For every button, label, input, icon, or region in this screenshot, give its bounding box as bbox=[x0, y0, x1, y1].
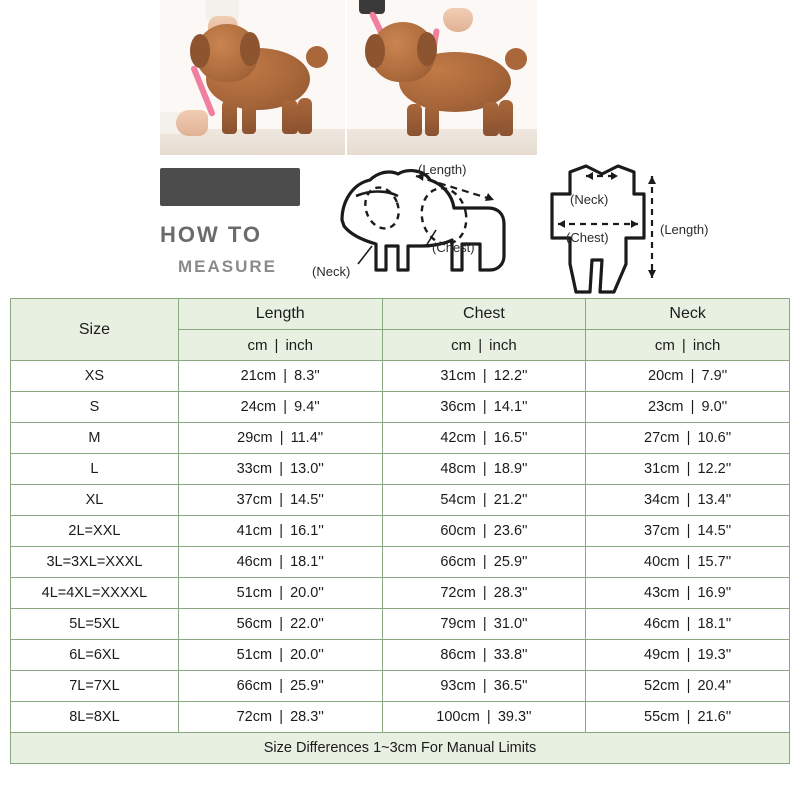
value-cm: 49cm bbox=[644, 647, 680, 663]
value-cm: 37cm bbox=[236, 492, 273, 508]
table-row bbox=[11, 671, 790, 702]
cell-length bbox=[178, 609, 382, 640]
value-separator: | bbox=[486, 709, 491, 725]
value-inch: 21.2'' bbox=[493, 492, 528, 508]
value-cm: 46cm bbox=[236, 554, 273, 570]
unit-cm: cm bbox=[654, 336, 675, 354]
cell-length bbox=[178, 702, 382, 733]
cell-length bbox=[178, 423, 382, 454]
cell-neck bbox=[586, 485, 790, 516]
hand-lower bbox=[176, 110, 208, 136]
cell-length bbox=[178, 361, 382, 392]
value-inch: 12.2'' bbox=[697, 461, 732, 477]
value-inch: 25.9'' bbox=[290, 678, 324, 694]
size-note: Size Differences 1~3cm For Manual Limits bbox=[11, 733, 790, 764]
cell-size bbox=[11, 361, 179, 392]
dog-ear-left bbox=[190, 34, 210, 68]
header-length-units bbox=[178, 330, 382, 361]
value-separator: | bbox=[686, 585, 691, 601]
cell-chest bbox=[382, 578, 586, 609]
value-inch: 14.5'' bbox=[697, 523, 732, 539]
value-inch: 20.0'' bbox=[290, 647, 324, 663]
dog-rear-leg bbox=[282, 100, 298, 134]
value-inch: 14.5'' bbox=[290, 492, 324, 508]
value-cm: 72cm bbox=[440, 585, 476, 601]
cell-neck bbox=[586, 423, 790, 454]
size-table bbox=[10, 298, 790, 764]
value-inch: 8.3'' bbox=[294, 368, 320, 384]
value-separator: | bbox=[686, 647, 691, 663]
value-inch: 20.0'' bbox=[290, 585, 324, 601]
header-neck: Neck bbox=[586, 299, 790, 330]
front-chest-label: (Chest) bbox=[566, 230, 609, 245]
unit-separator: | bbox=[478, 336, 483, 354]
value-separator: | bbox=[279, 461, 283, 477]
value-separator: | bbox=[482, 399, 487, 415]
header-size: Size bbox=[11, 299, 179, 361]
value-inch: 33.8'' bbox=[493, 647, 528, 663]
unit-cm: cm bbox=[247, 336, 268, 354]
cell-neck bbox=[586, 640, 790, 671]
unit-inch: inch bbox=[285, 336, 313, 354]
title-bar-decoration bbox=[160, 168, 300, 206]
cell-neck bbox=[586, 516, 790, 547]
value-cm: 33cm bbox=[236, 461, 273, 477]
cell-neck bbox=[586, 547, 790, 578]
value-separator: | bbox=[279, 678, 283, 694]
size-label: 4L=4XL=XXXXL bbox=[41, 585, 148, 601]
value-inch: 9.4'' bbox=[294, 399, 320, 415]
value-cm: 86cm bbox=[440, 647, 476, 663]
cell-length bbox=[178, 516, 382, 547]
table-row bbox=[11, 454, 790, 485]
size-label: XS bbox=[84, 368, 105, 384]
value-inch: 23.6'' bbox=[493, 523, 528, 539]
value-inch: 10.6'' bbox=[697, 430, 732, 446]
value-inch: 18.1'' bbox=[290, 554, 324, 570]
dog-front-leg bbox=[222, 100, 237, 134]
value-inch: 16.5'' bbox=[493, 430, 528, 446]
cell-size bbox=[11, 609, 179, 640]
unit-inch: inch bbox=[692, 336, 721, 354]
how-to-measure-line2: MEASURE bbox=[178, 257, 278, 276]
value-separator: | bbox=[482, 523, 487, 539]
value-cm: 31cm bbox=[644, 461, 680, 477]
cell-chest bbox=[382, 454, 586, 485]
footer-row bbox=[11, 733, 790, 764]
unit-separator: | bbox=[274, 336, 279, 354]
value-inch: 16.9'' bbox=[697, 585, 732, 601]
value-cm: 23cm bbox=[648, 399, 684, 415]
dog-rear-leg bbox=[483, 102, 499, 136]
value-cm: 36cm bbox=[440, 399, 476, 415]
value-cm: 54cm bbox=[440, 492, 476, 508]
unit-cm: cm bbox=[451, 336, 472, 354]
front-length-label: (Length) bbox=[660, 222, 709, 237]
value-inch: 13.0'' bbox=[290, 461, 324, 477]
value-inch: 12.2'' bbox=[493, 368, 528, 384]
header-neck-units bbox=[586, 330, 790, 361]
value-inch: 19.3'' bbox=[697, 647, 732, 663]
value-separator: | bbox=[279, 430, 284, 446]
dog-ear-left bbox=[365, 34, 385, 68]
value-separator: | bbox=[690, 399, 695, 415]
value-separator: | bbox=[686, 554, 691, 570]
value-inch: 11.4'' bbox=[290, 430, 324, 446]
size-table-wrapper bbox=[10, 298, 790, 764]
size-table-body bbox=[11, 361, 790, 733]
value-separator: | bbox=[690, 368, 695, 384]
table-row bbox=[11, 640, 790, 671]
value-inch: 18.1'' bbox=[697, 616, 732, 632]
value-inch: 18.9'' bbox=[493, 461, 528, 477]
value-separator: | bbox=[482, 647, 487, 663]
cell-length bbox=[178, 392, 382, 423]
size-label: 5L=5XL bbox=[69, 616, 120, 632]
cell-length bbox=[178, 454, 382, 485]
value-separator: | bbox=[279, 709, 283, 725]
table-row bbox=[11, 516, 790, 547]
value-cm: 66cm bbox=[440, 554, 476, 570]
dog-clothing-flat-measure-diagram bbox=[540, 160, 795, 295]
value-separator: | bbox=[686, 492, 691, 508]
cell-chest bbox=[382, 485, 586, 516]
dog-rear-leg-2 bbox=[298, 98, 312, 134]
dog-tail bbox=[505, 48, 527, 70]
front-neck-label: (Neck) bbox=[570, 192, 609, 207]
table-row bbox=[11, 547, 790, 578]
cell-length bbox=[178, 640, 382, 671]
size-label: 6L=6XL bbox=[69, 647, 120, 663]
value-cm: 34cm bbox=[644, 492, 680, 508]
size-label: M bbox=[88, 430, 101, 446]
table-row bbox=[11, 578, 790, 609]
cell-size bbox=[11, 547, 179, 578]
value-separator: | bbox=[686, 523, 691, 539]
table-row bbox=[11, 361, 790, 392]
cell-size bbox=[11, 485, 179, 516]
value-separator: | bbox=[482, 585, 487, 601]
value-separator: | bbox=[482, 678, 487, 694]
value-inch: 39.3'' bbox=[497, 709, 532, 725]
cell-size bbox=[11, 516, 179, 547]
value-inch: 28.3'' bbox=[290, 709, 324, 725]
size-label: S bbox=[89, 399, 100, 415]
dog-tail bbox=[306, 46, 328, 68]
dog-rear-leg-2 bbox=[499, 100, 513, 136]
value-cm: 55cm bbox=[644, 709, 680, 725]
value-cm: 31cm bbox=[440, 368, 476, 384]
value-inch: 7.9'' bbox=[701, 368, 728, 384]
value-cm: 72cm bbox=[236, 709, 273, 725]
value-inch: 25.9'' bbox=[493, 554, 528, 570]
size-label: 8L=8XL bbox=[69, 709, 120, 725]
value-separator: | bbox=[279, 492, 283, 508]
value-cm: 24cm bbox=[240, 399, 277, 415]
product-photo-band bbox=[0, 0, 800, 155]
cell-length bbox=[178, 671, 382, 702]
cell-chest bbox=[382, 671, 586, 702]
table-row bbox=[11, 702, 790, 733]
value-cm: 46cm bbox=[644, 616, 680, 632]
cell-chest bbox=[382, 609, 586, 640]
cell-chest bbox=[382, 547, 586, 578]
header-chest: Chest bbox=[382, 299, 586, 330]
value-separator: | bbox=[686, 678, 691, 694]
table-row bbox=[11, 485, 790, 516]
value-cm: 56cm bbox=[236, 616, 273, 632]
value-cm: 20cm bbox=[648, 368, 684, 384]
side-length-label: (Length) bbox=[418, 162, 467, 177]
value-separator: | bbox=[279, 616, 283, 632]
cell-size bbox=[11, 454, 179, 485]
header-chest-units bbox=[382, 330, 586, 361]
cell-size bbox=[11, 578, 179, 609]
dog-front-leg-2 bbox=[242, 102, 256, 134]
value-separator: | bbox=[686, 709, 691, 725]
value-inch: 21.6'' bbox=[697, 709, 732, 725]
cell-size bbox=[11, 640, 179, 671]
dog-front-leg-2 bbox=[425, 104, 439, 136]
value-inch: 14.1'' bbox=[493, 399, 528, 415]
value-separator: | bbox=[482, 492, 487, 508]
value-cm: 93cm bbox=[440, 678, 476, 694]
value-cm: 79cm bbox=[440, 616, 476, 632]
cell-chest bbox=[382, 392, 586, 423]
photo-brown-poodle-walking-on-pink-leash bbox=[160, 0, 345, 155]
side-chest-label: (Chest) bbox=[432, 240, 475, 255]
value-inch: 36.5'' bbox=[493, 678, 528, 694]
size-label: L bbox=[90, 461, 99, 477]
value-cm: 66cm bbox=[236, 678, 273, 694]
cell-neck bbox=[586, 392, 790, 423]
table-row bbox=[11, 423, 790, 454]
value-inch: 22.0'' bbox=[290, 616, 324, 632]
hand-upper bbox=[443, 8, 473, 32]
value-cm: 41cm bbox=[236, 523, 273, 539]
value-cm: 48cm bbox=[440, 461, 476, 477]
cell-length bbox=[178, 547, 382, 578]
value-cm: 21cm bbox=[240, 368, 277, 384]
cell-size bbox=[11, 671, 179, 702]
value-cm: 29cm bbox=[237, 430, 273, 446]
value-inch: 15.7'' bbox=[697, 554, 732, 570]
cell-size bbox=[11, 423, 179, 454]
value-separator: | bbox=[482, 430, 487, 446]
value-cm: 42cm bbox=[440, 430, 476, 446]
cell-chest bbox=[382, 423, 586, 454]
value-cm: 60cm bbox=[440, 523, 476, 539]
cell-neck bbox=[586, 702, 790, 733]
value-cm: 52cm bbox=[644, 678, 680, 694]
cell-size bbox=[11, 702, 179, 733]
value-cm: 40cm bbox=[644, 554, 680, 570]
value-separator: | bbox=[686, 430, 691, 446]
value-separator: | bbox=[482, 461, 487, 477]
value-separator: | bbox=[482, 554, 487, 570]
value-cm: 37cm bbox=[644, 523, 680, 539]
value-inch: 13.4'' bbox=[697, 492, 732, 508]
header-length: Length bbox=[178, 299, 382, 330]
header-row-titles bbox=[11, 299, 790, 330]
value-separator: | bbox=[279, 523, 283, 539]
size-table-head bbox=[11, 299, 790, 361]
dog-side-view-measure-diagram bbox=[312, 160, 537, 295]
cell-size bbox=[11, 392, 179, 423]
unit-inch: inch bbox=[489, 336, 517, 354]
how-to-measure-line1: HOW TO bbox=[160, 222, 263, 247]
value-separator: | bbox=[279, 647, 283, 663]
value-separator: | bbox=[283, 399, 287, 415]
table-row bbox=[11, 392, 790, 423]
value-separator: | bbox=[482, 368, 487, 384]
value-separator: | bbox=[283, 368, 287, 384]
cell-length bbox=[178, 578, 382, 609]
dog-ear-right bbox=[417, 32, 437, 66]
value-inch: 28.3'' bbox=[493, 585, 528, 601]
cell-length bbox=[178, 485, 382, 516]
dog-ear-right bbox=[240, 32, 260, 66]
value-inch: 9.0'' bbox=[701, 399, 728, 415]
value-separator: | bbox=[279, 585, 283, 601]
cell-chest bbox=[382, 702, 586, 733]
value-cm: 100cm bbox=[436, 709, 480, 725]
value-separator: | bbox=[686, 461, 691, 477]
value-inch: 31.0'' bbox=[493, 616, 528, 632]
size-label: 7L=7XL bbox=[69, 678, 120, 694]
size-label: 2L=XXL bbox=[68, 523, 121, 539]
value-cm: 51cm bbox=[236, 647, 273, 663]
value-inch: 16.1'' bbox=[290, 523, 324, 539]
cell-chest bbox=[382, 361, 586, 392]
dog-front-leg bbox=[407, 104, 422, 136]
cell-chest bbox=[382, 516, 586, 547]
table-row bbox=[11, 609, 790, 640]
value-separator: | bbox=[279, 554, 283, 570]
photo-brown-poodle-standing-on-pink-leash bbox=[347, 0, 537, 155]
cell-neck bbox=[586, 671, 790, 702]
size-label: 3L=3XL=XXXL bbox=[46, 554, 143, 570]
side-neck-label: (Neck) bbox=[312, 264, 351, 279]
size-label: XL bbox=[85, 492, 104, 508]
value-cm: 51cm bbox=[236, 585, 273, 601]
value-separator: | bbox=[482, 616, 487, 632]
cell-neck bbox=[586, 609, 790, 640]
cell-neck bbox=[586, 454, 790, 485]
cell-chest bbox=[382, 640, 586, 671]
size-table-foot bbox=[11, 733, 790, 764]
cell-neck bbox=[586, 361, 790, 392]
value-cm: 27cm bbox=[644, 430, 680, 446]
unit-separator: | bbox=[681, 336, 686, 354]
cell-neck bbox=[586, 578, 790, 609]
value-inch: 20.4'' bbox=[697, 678, 732, 694]
value-cm: 43cm bbox=[644, 585, 680, 601]
value-separator: | bbox=[686, 616, 691, 632]
